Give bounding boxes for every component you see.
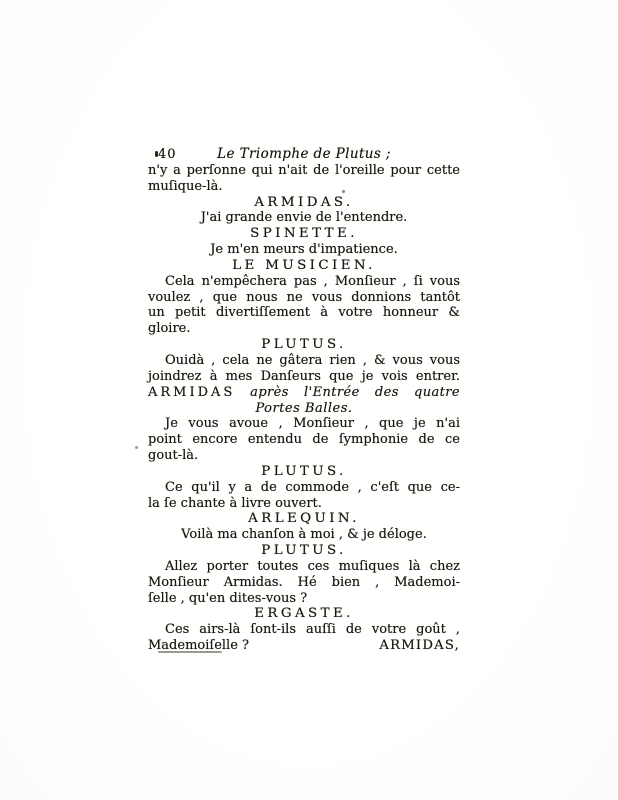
page-number: 40 (158, 147, 177, 162)
catchword-line (148, 638, 460, 654)
text-line: ſelle , qu'en dites-vous ? (148, 590, 308, 606)
text-line: Ces airs-là ſont-ils auſſi de votre goût , (165, 622, 460, 638)
page-text (148, 163, 460, 654)
running-title: Le Triomphe de Plutus ; (217, 146, 391, 162)
direction-text: après l'Entrée des quatre (250, 384, 460, 400)
text-line: joindrez à mes Danſeurs que je vois entrer. (148, 368, 460, 384)
text-line: Portes Balles. (255, 400, 353, 416)
speaker-heading: LE MUSICIEN. (232, 257, 376, 273)
speaker-heading: PLUTUS. (261, 337, 347, 353)
text-line: Allez porter toutes ces muſiques là chez (165, 558, 460, 574)
text-line: point encore entendu de ſymphonie de ce (148, 432, 460, 448)
text-block (148, 147, 460, 654)
speaker-name: ARMIDAS (148, 384, 236, 400)
text-line: n'y a perſonne qui n'ait de l'oreille pour cette (148, 162, 460, 178)
text-line: Je vous avoue , Monſieur , que je n'ai (165, 416, 460, 432)
ink-speck (135, 446, 138, 449)
text-line: un petit divertiſſement à votre honneur & (148, 305, 460, 321)
text-line: gout-là. (148, 448, 199, 464)
speaker-heading: ARLEQUIN. (248, 511, 360, 527)
text-line: Je m'en meurs d'impatience. (210, 242, 398, 258)
speaker-heading: ARMIDAS. (254, 194, 354, 210)
text-line: Mademoiſelle ? (148, 638, 250, 654)
speaker-heading: PLUTUS. (261, 543, 347, 559)
page-header (148, 147, 460, 163)
speaker-heading: SPINETTE. (250, 226, 358, 242)
text-line: J'ai grande envie de l'entendre. (200, 210, 408, 226)
text-line: Monſieur Armidas. Hé bien , Mademoi- (148, 574, 460, 590)
stage-direction (148, 385, 460, 401)
catchword: ARMIDAS, (379, 638, 460, 654)
text-line: Voilà ma chanſon à moi , & je déloge. (181, 527, 427, 543)
text-line: voulez , que nous ne vous donnions tantôt (148, 289, 460, 305)
speaker-heading: ERGASTE. (254, 606, 354, 622)
text-line: Ce qu'il y a de commode , c'eſt que ce- (165, 479, 460, 495)
text-line: la ſe chante à livre ouvert. (148, 495, 322, 511)
speaker-heading: PLUTUS. (261, 463, 347, 479)
text-line: Cela n'empêchera pas , Monſieur , ſi vous (165, 273, 460, 289)
text-line: Ouidà , cela ne gâtera rien , & vous vous (165, 352, 460, 368)
text-line: gloire. (148, 321, 191, 337)
text-line: muſique-là. (148, 178, 223, 194)
